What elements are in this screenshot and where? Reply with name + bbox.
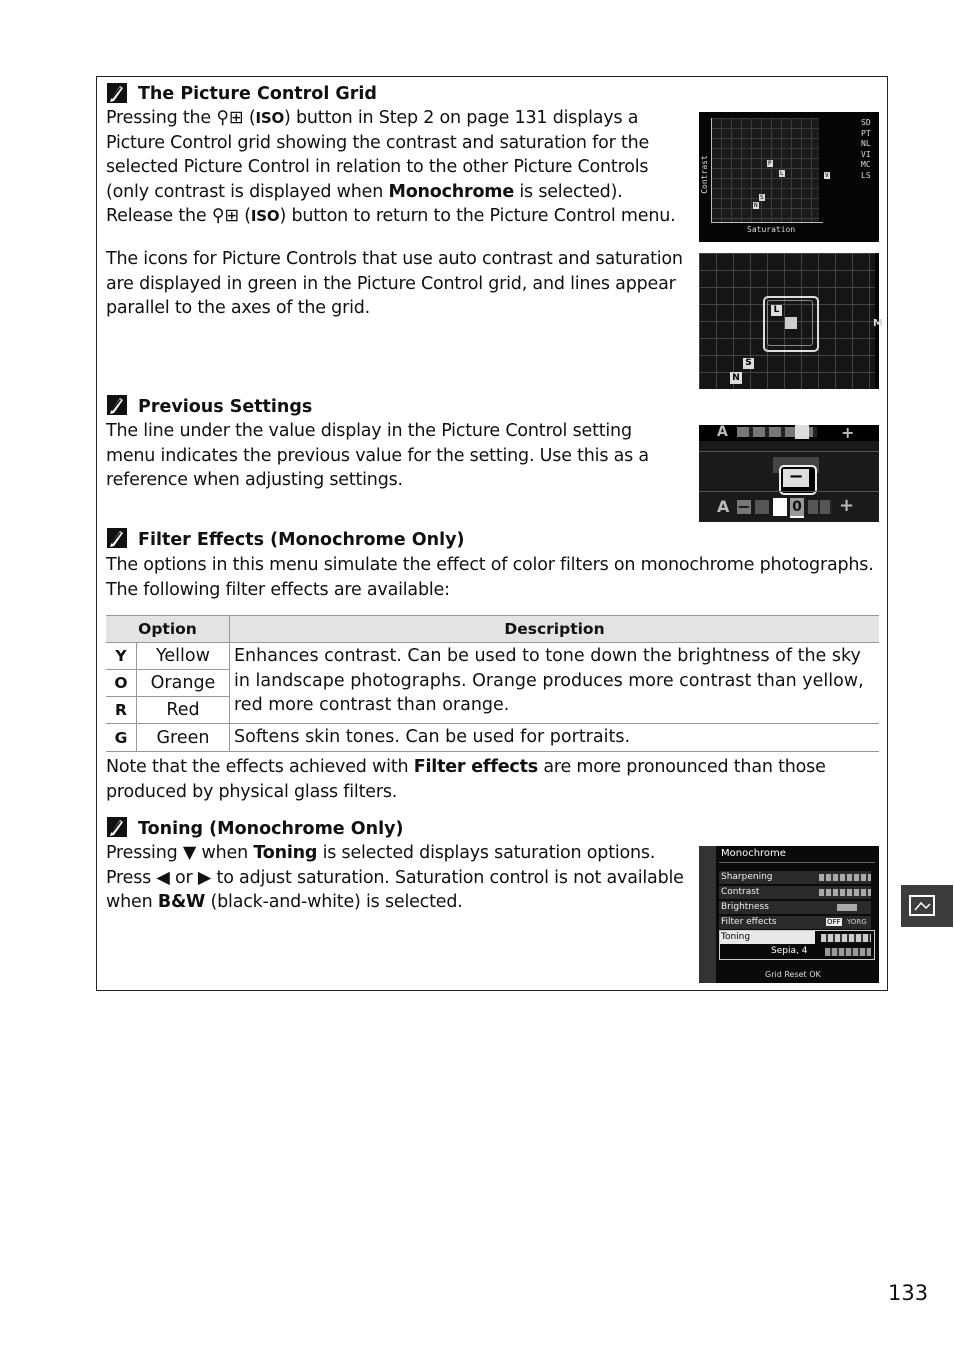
description-g: Softens skin tones. Can be used for portraits. — [230, 724, 880, 752]
menu-item-toning[interactable]: Toning — [719, 931, 815, 944]
filters-paragraph: The options in this menu simulate the effect of color filters on monochrome photographs. The following filter effects are available: — [106, 555, 874, 600]
previous-paragraph: The line under the value display in the Picture Control setting menu indicates the previous value for the setting. Use this as a reference when adjusting settings. — [106, 421, 649, 491]
column-header-description: Description — [230, 616, 880, 643]
grid-y-axis-label: Contrast — [699, 155, 709, 194]
zoom-button-icon: ⚲⊞ — [211, 206, 239, 227]
section-title-filters: Filter Effects (Monochrome Only) — [138, 530, 465, 550]
menu-tab-marker — [901, 885, 953, 927]
grid-zoom-screen — [699, 253, 883, 389]
toning-value: Sepia, 4 — [771, 946, 808, 956]
footer-grid: Grid — [765, 970, 782, 979]
monochrome-menu-screen: Monochrome Sharpening Contrast Brightness Filter effects Toning OFF YORG Sepia, 4 Grid Reset OK — [699, 846, 879, 983]
filters-note: Note that the effects achieved with Filter effects are more pronounced than those produced by physical glass filters. — [106, 757, 826, 802]
zoom-marker-vp — [785, 317, 797, 329]
column-header-option: Option — [106, 616, 230, 643]
grid-paragraph-1: Pressing the ⚲⊞ (ISO) button in Step 2 on page 131 displays a Picture Control grid showing the contrast and saturation for the selected Picture Control in relation to the other Picture Controls (only contrast is displayed when Monochrome is selected). Release the ⚲⊞ (ISO) button to return to the Picture Control menu. — [106, 108, 676, 227]
shooting-menu-icon — [901, 885, 953, 927]
menu-item-brightness[interactable]: Brightness — [719, 901, 871, 914]
table-row: R Red — [106, 697, 879, 724]
grid-marker-l: L — [780, 170, 784, 177]
grid-legend: SD PT NL VI MC LS — [861, 118, 871, 180]
zoom-marker-s: S — [743, 358, 754, 369]
grid-paragraph-2: The icons for Picture Controls that use auto contrast and saturation are displayed in green in the Picture Control grid, and lines appear parallel to the axes of the grid. — [106, 249, 683, 319]
picture-control-grid-screen — [699, 112, 879, 242]
grid-marker-s: S — [760, 194, 764, 201]
menu-footer — [765, 970, 821, 979]
table-row: Y Yellow Enhances contrast. Can be used to tone down the brightness of the sky in landscape photographs. Orange produces more contrast than yellow, red more contrast than orange. — [106, 643, 879, 670]
menu-side-icons — [699, 846, 716, 983]
footer-ok: OK — [809, 970, 821, 979]
letter-a-top: A — [717, 424, 728, 440]
zoom-marker-l: L — [771, 305, 782, 316]
table-row: G Green Softens skin tones. Can be used for portraits. — [106, 724, 879, 752]
menu-item-filter-effects[interactable]: Filter effects — [719, 916, 871, 929]
plus-top: + — [841, 423, 855, 442]
menu-item-sharpening[interactable]: Sharpening — [719, 871, 871, 884]
previous-value-screen — [699, 425, 879, 522]
note-pencil-icon — [107, 83, 127, 103]
section-title-previous: Previous Settings — [138, 397, 313, 417]
minus-bottom: − — [737, 497, 751, 516]
page-number: 133 — [888, 1281, 929, 1305]
note-pencil-icon — [107, 528, 127, 548]
description-yor: Enhances contrast. Can be used to tone down the brightness of the sky in landscape photographs. Orange produces more contrast than yellow, red more contrast than orange. — [230, 643, 880, 724]
grid-x-axis-label: Saturation — [747, 225, 796, 234]
plus-bottom: + — [839, 495, 855, 516]
footer-reset: Reset — [784, 970, 807, 979]
table-row: O Orange — [106, 670, 879, 697]
section-title-toning: Toning (Monochrome Only) — [138, 819, 404, 839]
menu-item-contrast[interactable]: Contrast — [719, 886, 871, 899]
zoom-marker-n: N — [730, 372, 742, 384]
menu-title: Monochrome — [721, 848, 786, 859]
note-pencil-icon — [107, 817, 127, 837]
grid-marker-v: V — [825, 172, 829, 179]
toning-paragraph: Pressing ▼ when Toning is selected displays saturation options. Press ◀ or ▶ to adjust saturation. Saturation control is not available when B&W (black-and-white) is selected. — [106, 843, 684, 913]
section-title-grid: The Picture Control Grid — [138, 84, 377, 104]
zoom-button-icon: ⚲⊞ — [216, 108, 244, 128]
filter-effects-table — [106, 615, 879, 752]
grid-area — [711, 118, 819, 222]
filter-opt-off: OFF — [827, 918, 841, 926]
zero-bottom: 0 — [790, 498, 804, 518]
note-pencil-icon — [107, 395, 127, 415]
minus-selected: − — [783, 469, 809, 487]
grid-marker-p: P — [768, 160, 772, 167]
grid-marker-n: N — [754, 202, 758, 209]
letter-a-bottom: A — [717, 497, 730, 516]
zoom-marker-m: M — [873, 318, 883, 329]
